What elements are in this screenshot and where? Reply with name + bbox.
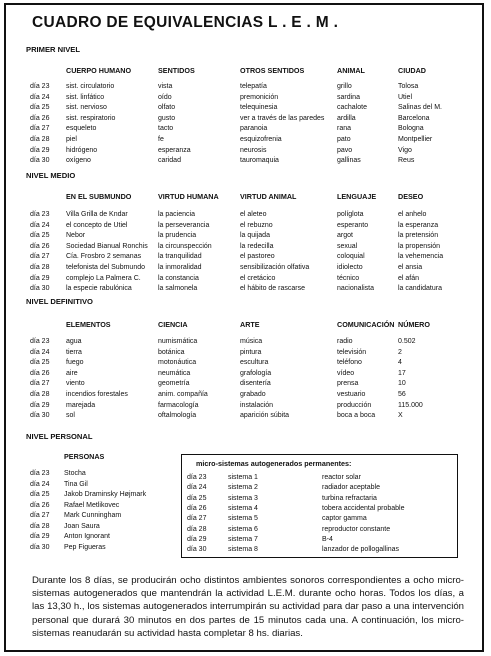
- table-cell: instalación: [240, 401, 274, 409]
- table-cell: marejada: [66, 401, 96, 409]
- table-cell: piel: [66, 136, 77, 143]
- person-name: Mark Cunningham: [64, 512, 122, 519]
- system-device: B-4: [322, 535, 333, 543]
- table-cell: agua: [66, 338, 82, 345]
- table-cell: el ansia: [398, 264, 423, 271]
- table-cell: Bologna: [398, 125, 424, 133]
- system-device: turbina refractaria: [322, 494, 377, 502]
- table-cell: argot: [337, 232, 353, 240]
- column-header: CUERPO HUMANO: [66, 66, 132, 75]
- table-cell: viento: [66, 380, 85, 388]
- table-cell: grafología: [240, 369, 272, 377]
- table-cell: vídeo: [337, 369, 355, 377]
- table-cell: el afán: [398, 274, 420, 282]
- column-header: CIENCIA: [158, 320, 188, 329]
- day-label: día 26: [187, 504, 207, 512]
- table-cell: el anhelo: [398, 211, 427, 218]
- section-title: NIVEL MEDIO: [26, 171, 76, 180]
- table-cell: la quijada: [240, 232, 270, 240]
- table-cell: sardina: [337, 93, 360, 101]
- table-cell: la circunspección: [158, 242, 212, 250]
- system-device: tobera accidental probable: [322, 504, 405, 512]
- day-label: día 23: [30, 470, 50, 477]
- table-cell: Sociedad Bianual Ronchis: [66, 242, 148, 250]
- table-cell: sist. nervioso: [66, 104, 107, 112]
- table-cell: grillo: [337, 83, 352, 90]
- table-cell: Nebor: [66, 232, 86, 240]
- column-header: DESEO: [398, 192, 424, 201]
- table-cell: anim. compañía: [158, 391, 208, 398]
- system-name: sistema 2: [228, 484, 258, 492]
- table-cell: sist. respiratorio: [66, 114, 116, 122]
- system-device: reactor solar: [322, 474, 361, 481]
- table-cell: X: [398, 412, 403, 420]
- person-name: Joan Saura: [64, 522, 100, 530]
- table-cell: telefonista del Submundo: [66, 264, 145, 271]
- person-name: Jakob Draminsky Højmark: [64, 491, 147, 498]
- table-cell: pato: [337, 136, 351, 143]
- table-cell: el hábito de rascarse: [240, 285, 305, 293]
- column-header: VIRTUD HUMANA: [158, 192, 219, 201]
- day-label: día 30: [30, 412, 50, 420]
- table-cell: ver a través de las paredes: [240, 114, 325, 122]
- table-cell: olfato: [158, 104, 176, 112]
- table-cell: la pretensión: [398, 232, 439, 240]
- day-label: día 25: [30, 491, 50, 498]
- table-cell: la inmoralidad: [158, 264, 202, 271]
- table-cell: tierra: [66, 348, 82, 356]
- day-label: día 27: [187, 515, 207, 523]
- table-cell: oftalmología: [158, 412, 197, 420]
- table-cell: Barcelona: [398, 114, 430, 122]
- system-name: sistema 8: [228, 546, 258, 554]
- table-cell: sist. circulatorio: [66, 83, 115, 90]
- day-label: día 29: [30, 533, 50, 540]
- column-header: COMUNICACIÓN: [337, 320, 395, 329]
- day-label: día 24: [30, 221, 50, 229]
- table-cell: pintura: [240, 348, 262, 356]
- table-cell: caridad: [158, 157, 181, 165]
- day-label: día 23: [30, 83, 50, 90]
- table-cell: 10: [398, 380, 406, 388]
- table-cell: la redecilla: [240, 242, 274, 250]
- system-name: sistema 1: [228, 474, 258, 481]
- column-header: ARTE: [240, 320, 260, 329]
- microsystems-box: [181, 454, 458, 558]
- table-cell: fe: [158, 136, 164, 143]
- table-cell: paranoia: [240, 125, 268, 133]
- table-cell: la esperanza: [398, 221, 439, 229]
- day-label: día 30: [30, 157, 50, 165]
- day-label: día 25: [187, 494, 207, 502]
- day-label: día 27: [30, 253, 50, 261]
- table-cell: la perseverancia: [158, 221, 210, 229]
- table-cell: ardilla: [337, 114, 356, 122]
- table-cell: producción: [337, 401, 372, 409]
- day-label: día 27: [30, 380, 50, 388]
- table-cell: la propensión: [398, 242, 441, 250]
- table-cell: esquizofrenia: [240, 136, 282, 143]
- day-label: día 29: [30, 274, 50, 282]
- table-cell: sexual: [337, 242, 358, 250]
- table-cell: aire: [66, 369, 78, 377]
- table-cell: oxígeno: [66, 157, 91, 165]
- table-cell: pavo: [337, 146, 353, 154]
- page-title: CUADRO DE EQUIVALENCIAS L . E . M .: [32, 14, 339, 31]
- table-cell: fuego: [66, 359, 84, 367]
- table-cell: 0.502: [398, 338, 416, 345]
- table-cell: la candidatura: [398, 285, 442, 293]
- table-cell: la constancia: [158, 274, 199, 282]
- table-cell: sist. linfático: [66, 93, 105, 101]
- table-cell: farmacología: [158, 401, 199, 409]
- column-header: EN EL SUBMUNDO: [66, 192, 132, 201]
- table-cell: aparición súbita: [240, 412, 290, 420]
- day-label: día 26: [30, 242, 50, 250]
- system-device: radiador aceptable: [322, 484, 380, 492]
- table-cell: tauromaquia: [240, 157, 279, 165]
- column-header: ANIMAL: [337, 66, 365, 75]
- footer-paragraph: Durante los 8 días, se producirán ocho distintos ambientes sonoros correspondientes a ocho micro-sistemas autogenerados que mantendrán la actividad L.E.M. durante ocho horas. Todos los días, a las 13,30 h., los sistemas autogenerados interrumpirán su actividad para dar paso a una intervención personal que durará 30 minutos en dos partes de 15 minutos cada una. A continuación, los micro-sistemas reanudarán su actividad hasta completar 8 hs. diarias.: [32, 575, 464, 639]
- table-cell: coloquial: [337, 253, 365, 261]
- table-cell: la vehemencia: [398, 253, 444, 261]
- table-cell: Tolosa: [398, 83, 419, 90]
- table-cell: esperanza: [158, 146, 191, 154]
- table-cell: el rebuzno: [240, 221, 273, 229]
- column-header: CIUDAD: [398, 66, 426, 75]
- day-label: día 30: [187, 546, 207, 554]
- microsystems-title: micro-sistemas autogenerados permanentes:: [196, 459, 352, 468]
- day-label: día 23: [30, 338, 50, 345]
- table-cell: la prudencia: [158, 232, 197, 240]
- table-cell: telepatía: [240, 83, 267, 90]
- table-cell: tacto: [158, 125, 174, 133]
- system-device: reproductor constante: [322, 525, 391, 533]
- day-label: día 27: [30, 125, 50, 133]
- table-cell: Cía. Frosbro 2 semanas: [66, 253, 142, 261]
- table-cell: escultura: [240, 359, 269, 367]
- table-cell: prensa: [337, 380, 359, 388]
- table-cell: la salmonela: [158, 285, 198, 293]
- table-cell: oído: [158, 93, 172, 101]
- table-cell: el cretácico: [240, 274, 276, 282]
- table-cell: premonición: [240, 93, 279, 101]
- system-name: sistema 7: [228, 535, 258, 543]
- table-cell: complejo La Palmera C.: [66, 274, 141, 282]
- day-label: día 24: [187, 484, 207, 492]
- day-label: día 26: [30, 369, 50, 377]
- table-cell: numismática: [158, 338, 198, 345]
- table-cell: 115.000: [398, 401, 423, 409]
- system-device: captor gamma: [322, 515, 367, 523]
- day-label: día 28: [30, 264, 50, 271]
- table-cell: Villa Grilla de Kndar: [66, 211, 128, 218]
- table-cell: nacionalista: [337, 285, 374, 293]
- column-header: SENTIDOS: [158, 66, 195, 75]
- section-title: NIVEL PERSONAL: [26, 432, 93, 441]
- table-cell: televisión: [337, 348, 367, 356]
- table-cell: técnico: [337, 274, 360, 282]
- day-label: día 28: [187, 525, 207, 533]
- table-cell: motonáutica: [158, 359, 197, 367]
- table-cell: gusto: [158, 114, 176, 122]
- day-label: día 29: [30, 146, 50, 154]
- table-cell: políglota: [337, 211, 364, 218]
- column-header: OTROS SENTIDOS: [240, 66, 305, 75]
- system-name: sistema 4: [228, 504, 258, 512]
- table-cell: esqueleto: [66, 125, 97, 133]
- table-cell: 17: [398, 369, 406, 377]
- person-name: Anton Ignorant: [64, 533, 110, 540]
- column-header: NÚMERO: [398, 320, 430, 329]
- table-cell: el concepto de Utiel: [66, 221, 128, 229]
- person-name: Stocha: [64, 470, 86, 477]
- day-label: día 28: [30, 136, 50, 143]
- day-label: día 24: [30, 93, 50, 101]
- table-cell: cachalote: [337, 104, 367, 112]
- system-name: sistema 5: [228, 515, 258, 523]
- table-cell: vestuario: [337, 391, 366, 398]
- system-name: sistema 3: [228, 494, 258, 502]
- day-label: día 28: [30, 522, 50, 530]
- day-label: día 23: [187, 474, 207, 481]
- table-cell: incendios forestales: [66, 391, 128, 398]
- table-cell: gallinas: [337, 157, 361, 165]
- table-cell: botánica: [158, 348, 185, 356]
- table-cell: sensibilización olfativa: [240, 264, 310, 271]
- table-cell: grabado: [240, 391, 266, 398]
- column-header: VIRTUD ANIMAL: [240, 192, 297, 201]
- table-cell: el aleteo: [240, 211, 267, 218]
- table-cell: Salinas del M.: [398, 104, 442, 112]
- table-cell: 4: [398, 359, 402, 367]
- table-cell: la paciencia: [158, 211, 195, 218]
- table-cell: Reus: [398, 157, 415, 165]
- day-label: día 25: [30, 104, 50, 112]
- table-cell: Vigo: [398, 146, 412, 154]
- day-label: día 29: [30, 401, 50, 409]
- table-cell: 2: [398, 348, 402, 356]
- column-header: PERSONAS: [64, 452, 105, 461]
- table-cell: el pastoreo: [240, 253, 275, 261]
- table-cell: vista: [158, 83, 173, 90]
- day-label: día 24: [30, 348, 50, 356]
- table-cell: la tranquilidad: [158, 253, 202, 261]
- table-cell: teléfono: [337, 359, 362, 367]
- table-cell: boca a boca: [337, 412, 376, 420]
- table-cell: radio: [337, 338, 353, 345]
- day-label: día 30: [30, 543, 50, 551]
- person-name: Rafael Metlikovec: [64, 501, 120, 509]
- day-label: día 30: [30, 285, 50, 293]
- day-label: día 29: [187, 535, 207, 543]
- table-cell: la especie rabulónica: [66, 285, 132, 293]
- table-cell: sol: [66, 412, 75, 420]
- table-cell: geometría: [158, 380, 190, 388]
- table-cell: disentería: [240, 380, 271, 388]
- table-cell: hidrógeno: [66, 146, 98, 154]
- day-label: día 28: [30, 391, 50, 398]
- table-cell: esperanto: [337, 221, 369, 229]
- table-cell: telequinesia: [240, 104, 278, 112]
- day-label: día 27: [30, 512, 50, 519]
- table-cell: Montpellier: [398, 136, 433, 143]
- system-name: sistema 6: [228, 525, 258, 533]
- table-cell: música: [240, 338, 263, 345]
- table-cell: Utiel: [398, 93, 413, 101]
- table-cell: neumática: [158, 369, 191, 377]
- day-label: día 23: [30, 211, 50, 218]
- person-name: Tina Gil: [64, 480, 88, 488]
- day-label: día 26: [30, 114, 50, 122]
- day-label: día 24: [30, 480, 50, 488]
- section-title: PRIMER NIVEL: [26, 45, 81, 54]
- table-cell: idiolecto: [337, 264, 363, 271]
- table-cell: rana: [337, 125, 352, 133]
- column-header: ELEMENTOS: [66, 320, 111, 329]
- person-name: Pep Figueras: [64, 543, 106, 551]
- day-label: día 25: [30, 359, 50, 367]
- table-cell: neurosis: [240, 146, 267, 154]
- section-title: NIVEL DEFINITIVO: [26, 297, 93, 306]
- day-label: día 26: [30, 501, 50, 509]
- system-device: lanzador de pollogallinas: [322, 546, 400, 554]
- table-cell: 56: [398, 391, 406, 398]
- column-header: LENGUAJE: [337, 192, 377, 201]
- day-label: día 25: [30, 232, 50, 240]
